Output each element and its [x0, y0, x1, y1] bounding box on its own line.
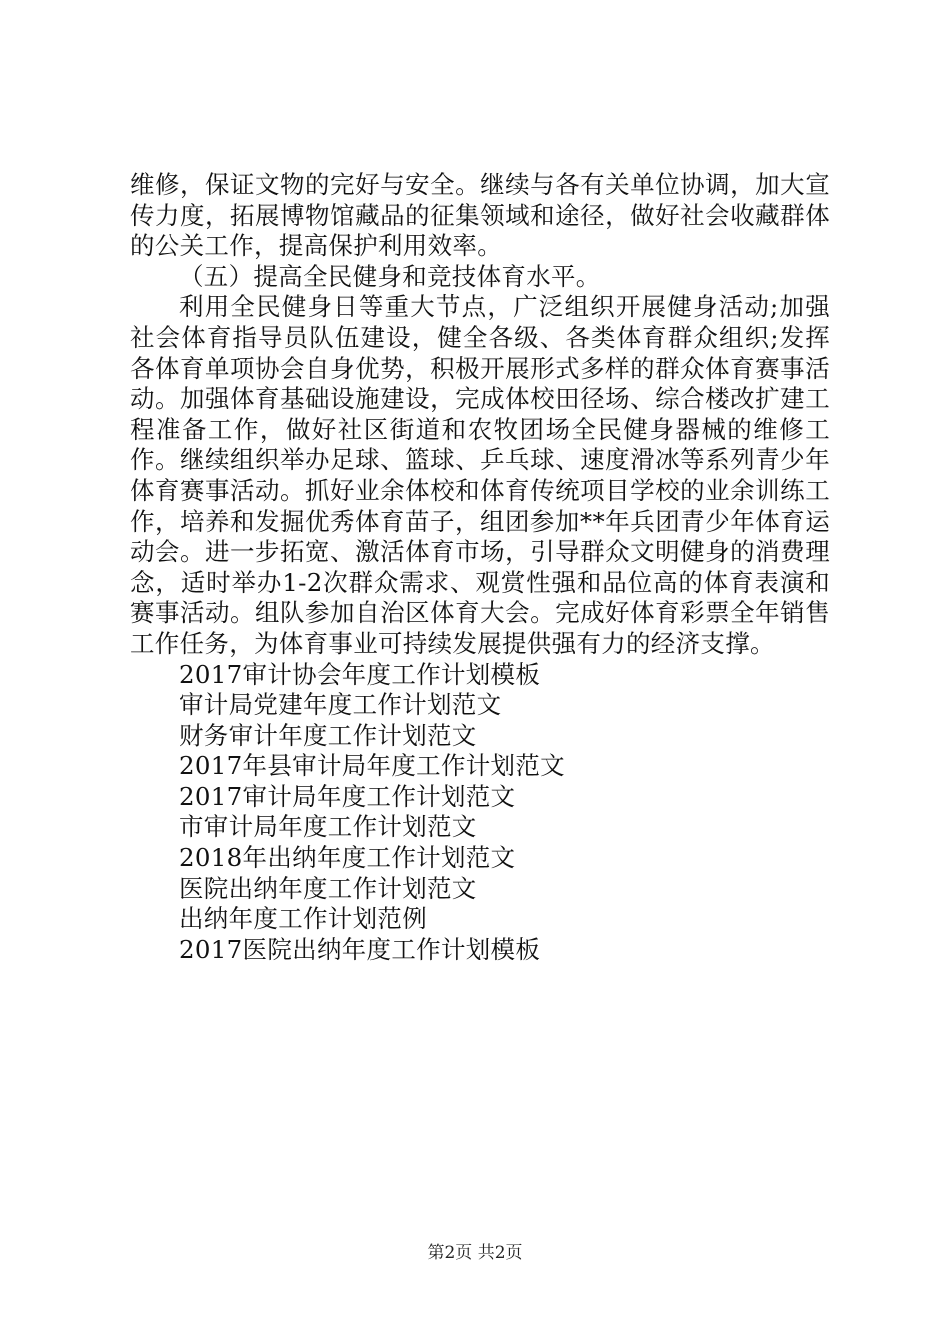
related-link[interactable]: 2018年出纳年度工作计划范文: [179, 843, 516, 873]
paragraph-continuation: 维修，保证文物的完好与安全。继续与各有关单位协调，加大宣传力度，拓展博物馆藏品的征集领域和途径，做好社会收藏群体的公关工作，提高保护利用效率。: [130, 170, 830, 261]
related-link[interactable]: 2017审计局年度工作计划范文: [179, 781, 516, 811]
section-heading: （五）提高全民健身和竞技体育水平。: [179, 261, 601, 291]
section-paragraph: 利用全民健身日等重大节点，广泛组织开展健身活动;加强社会体育指导员队伍建设，健全各级、各类体育群众组织;发挥各体育单项协会自身优势，积极开展形式多样的群众体育赛事活动。加强体育基础设施建设，完成体校田径场、综合楼改扩建工程准备工作，做好社区街道和农牧团场全民健身器械的维修工作。继续组织举办足球、篮球、乒乓球、速度滑冰等系列青少年体育赛事活动。抓好业余体校和体育传统项目学校的业余训练工作，培养和发掘优秀体育苗子，组团参加**年兵团青少年体育运动会。进一步拓宽、激活体育市场，引导群众文明健身的消费理念，适时举办1-2次群众需求、观赏性强和品位高的体育表演和赛事活动。组队参加自治区体育大会。完成好体育彩票全年销售工作任务，为体育事业可持续发展提供强有力的经济支撑。: [130, 292, 830, 658]
related-link[interactable]: 审计局党建年度工作计划范文: [179, 690, 502, 720]
page-indicator: 第2页 共2页: [427, 1243, 523, 1263]
related-links-list: [130, 660, 830, 966]
related-link[interactable]: 2017医院出纳年度工作计划模板: [179, 934, 541, 964]
related-link[interactable]: 财务审计年度工作计划范文: [179, 720, 477, 750]
related-link[interactable]: 2017年县审计局年度工作计划范文: [179, 751, 565, 781]
document-body: [130, 170, 830, 965]
related-link[interactable]: 2017审计协会年度工作计划模板: [179, 659, 541, 689]
related-link[interactable]: 医院出纳年度工作计划范文: [179, 873, 477, 903]
related-link[interactable]: 市审计局年度工作计划范文: [179, 812, 477, 842]
related-link[interactable]: 出纳年度工作计划范例: [179, 904, 427, 934]
